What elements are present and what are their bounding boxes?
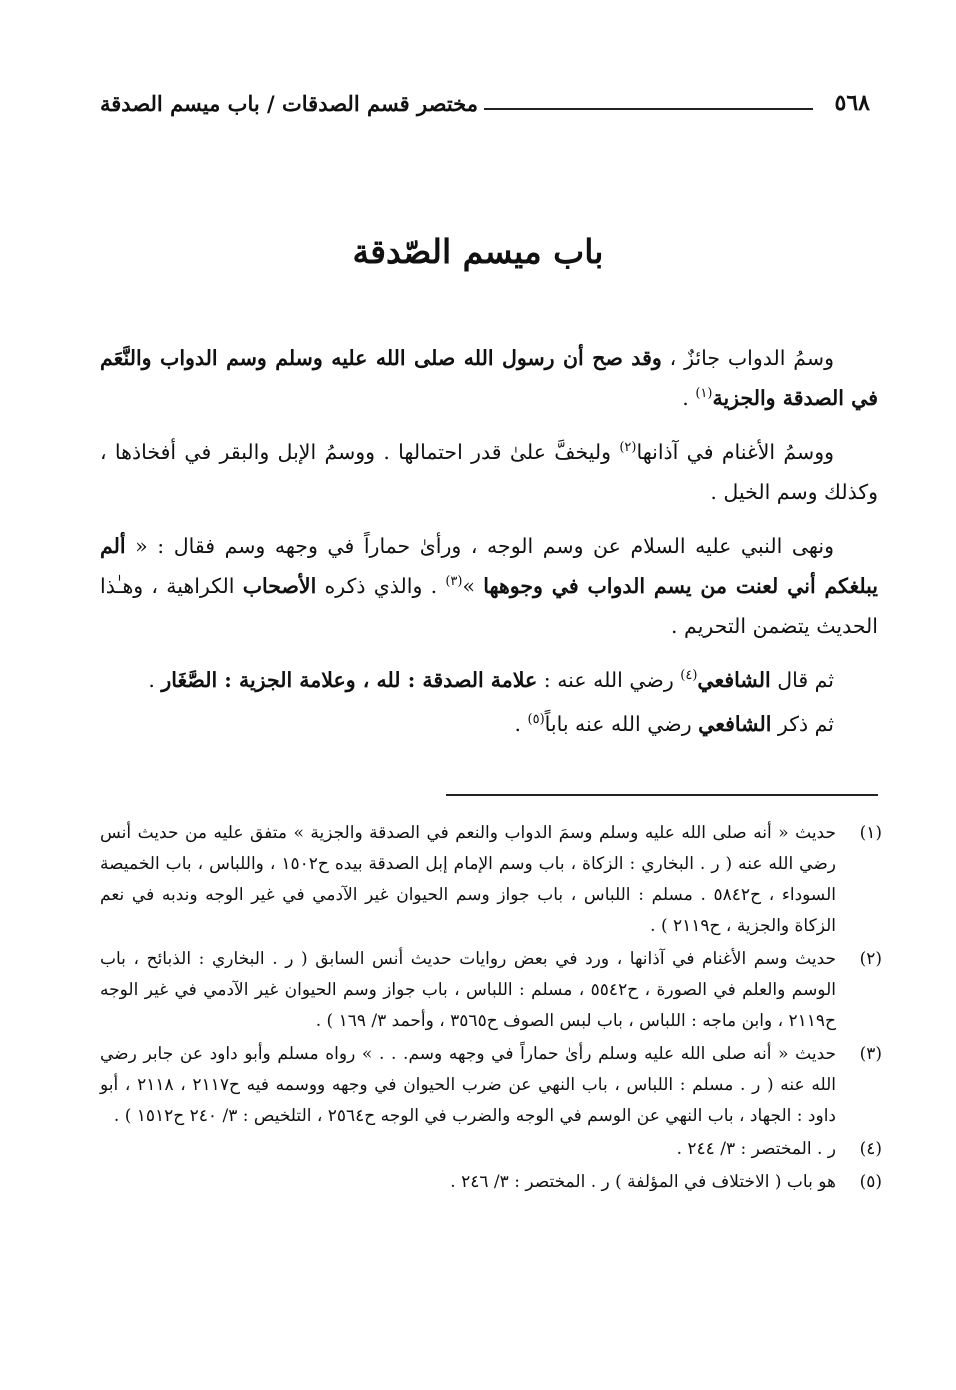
text-run: وليخفَّ علىٰ قدر احتمالها . ووسمُ الإبل والبقر في أفخاذها ، وكذلك وسم الخيل . bbox=[100, 440, 878, 504]
header-rule bbox=[484, 108, 813, 110]
page-header bbox=[100, 86, 870, 120]
chapter-title: باب ميسم الصّدقة bbox=[352, 232, 604, 271]
text-run: . bbox=[148, 668, 162, 692]
footnote bbox=[100, 1134, 882, 1165]
text-run: ونهى النبي عليه السلام عن وسم الوجه ، ورأىٰ حماراً في وجهه وسم فقال : « bbox=[125, 534, 834, 558]
footnote bbox=[100, 1039, 882, 1132]
footnote-separator bbox=[446, 794, 878, 796]
paragraph-2 bbox=[100, 432, 878, 512]
text-run: رضي الله عنه باباً bbox=[544, 712, 699, 736]
footnote bbox=[100, 1167, 882, 1198]
paragraph-5 bbox=[100, 704, 878, 744]
footnote-number: (٣) bbox=[859, 1044, 882, 1064]
footnote-ref-4: (٤) bbox=[680, 668, 698, 684]
bold-run: ألم يبلغكم أني لعنت من يسم الدواب في وجوهها bbox=[100, 534, 879, 598]
footnote-ref-5: (٥) bbox=[527, 712, 545, 728]
footnote-ref-2: (٢) bbox=[619, 440, 637, 456]
footnote-text: هو باب ( الاختلاف في المؤلفة ) ر . المختصر : ٣/ ٢٤٦ . bbox=[450, 1172, 836, 1192]
bold-run: الشافعي bbox=[698, 712, 772, 736]
footnote-ref-1: (١) bbox=[695, 386, 713, 402]
text-run: ثم ذكر bbox=[771, 712, 834, 736]
footnote-number: (٥) bbox=[859, 1172, 882, 1192]
text-run: رضي الله عنه : bbox=[537, 668, 681, 692]
footnote-text: حديث « أنه صلى الله عليه وسلم وسمَ الدواب والنعم في الصدقة والجزية » متفق عليه من حديث أنس رضي الله عنه ( ر . البخاري : الزكاة ، باب وسم الإمام إبل الصدقة بيده ح١٥٠٢ ، واللباس ، باب الخميصة السوداء ، ح٥٨٤٢ . مسلم : اللباس ، باب جواز وسم الحيوان غير الآدمي في غير الوجه وندبه في نعم الزكاة والجزية ، ح٢١١٩ ) . bbox=[100, 823, 836, 936]
footnote-text: حديث « أنه صلى الله عليه وسلم رأىٰ حماراً في وجهه وسم. . . » رواه مسلم وأبو داود عن جابر رضي الله عنه ( ر . مسلم : اللباس ، باب النهي عن ضرب الحيوان في وجهه ووسمه فيه ح٢١١٧ ، ٢١١٨ ، أبو داود : الجهاد ، باب النهي عن الوسم في الوجه والضرب في الوجه ح٢٥٦٤ ، التلخيص : ٣/ ٢٤٠ ح١٥١٢ ) . bbox=[100, 1044, 837, 1126]
footnote-number: (٢) bbox=[859, 949, 882, 969]
footnotes bbox=[100, 818, 882, 1200]
text-run: » bbox=[462, 574, 484, 598]
footnote-ref-3: (٣) bbox=[445, 574, 463, 590]
text-run: وسمُ الدواب جائزٌ ، bbox=[661, 346, 835, 370]
text-run: ثم قال bbox=[770, 668, 834, 692]
main-text bbox=[100, 338, 878, 758]
text-run: . bbox=[682, 386, 696, 410]
footnote-number: (١) bbox=[859, 823, 882, 843]
footnote-text: ر . المختصر : ٣/ ٢٤٤ . bbox=[676, 1139, 836, 1159]
text-run: . والذي ذكره bbox=[316, 574, 446, 598]
paragraph-4 bbox=[100, 660, 878, 700]
bold-run: الشافعي bbox=[697, 668, 771, 692]
page-number: ٥٦٨ bbox=[834, 90, 870, 116]
bold-run: علامة الصدقة : لله ، وعلامة الجزية : الصَّغَار bbox=[161, 668, 538, 692]
text-run: ووسمُ الأغنام في آذانها bbox=[636, 440, 834, 464]
text-run: الكراهية ، وهـٰذا الحديث يتضمن التحريم . bbox=[100, 574, 878, 638]
bold-run: الأصحاب bbox=[242, 574, 317, 598]
footnote bbox=[100, 818, 882, 942]
footnote bbox=[100, 944, 882, 1037]
footnote-text: حديث وسم الأغنام في آذانها ، ورد في بعض روايات حديث أنس السابق ( ر . البخاري : الذبائح ، باب الوسم والعلم في الصورة ، ح٥٥٤٢ ، مسلم : اللباس ، باب جواز وسم الحيوان غير الآدمي في غير الوجه ح٢١١٩ ، وابن ماجه : اللباس ، باب لبس الصوف ح٣٥٦٥ ، وأحمد ٣/ ١٦٩ ) . bbox=[100, 949, 836, 1031]
running-title: مختصر قسم الصدقات / باب ميسم الصدقة bbox=[100, 90, 478, 116]
paragraph-1 bbox=[100, 338, 878, 418]
bold-run: وقد صح أن رسول الله صلى الله عليه وسلم وسم الدواب والنَّعَم في الصدقة والجزية bbox=[100, 346, 878, 410]
paragraph-3 bbox=[100, 526, 878, 646]
text-run: . bbox=[514, 712, 528, 736]
footnote-number: (٤) bbox=[859, 1139, 882, 1159]
